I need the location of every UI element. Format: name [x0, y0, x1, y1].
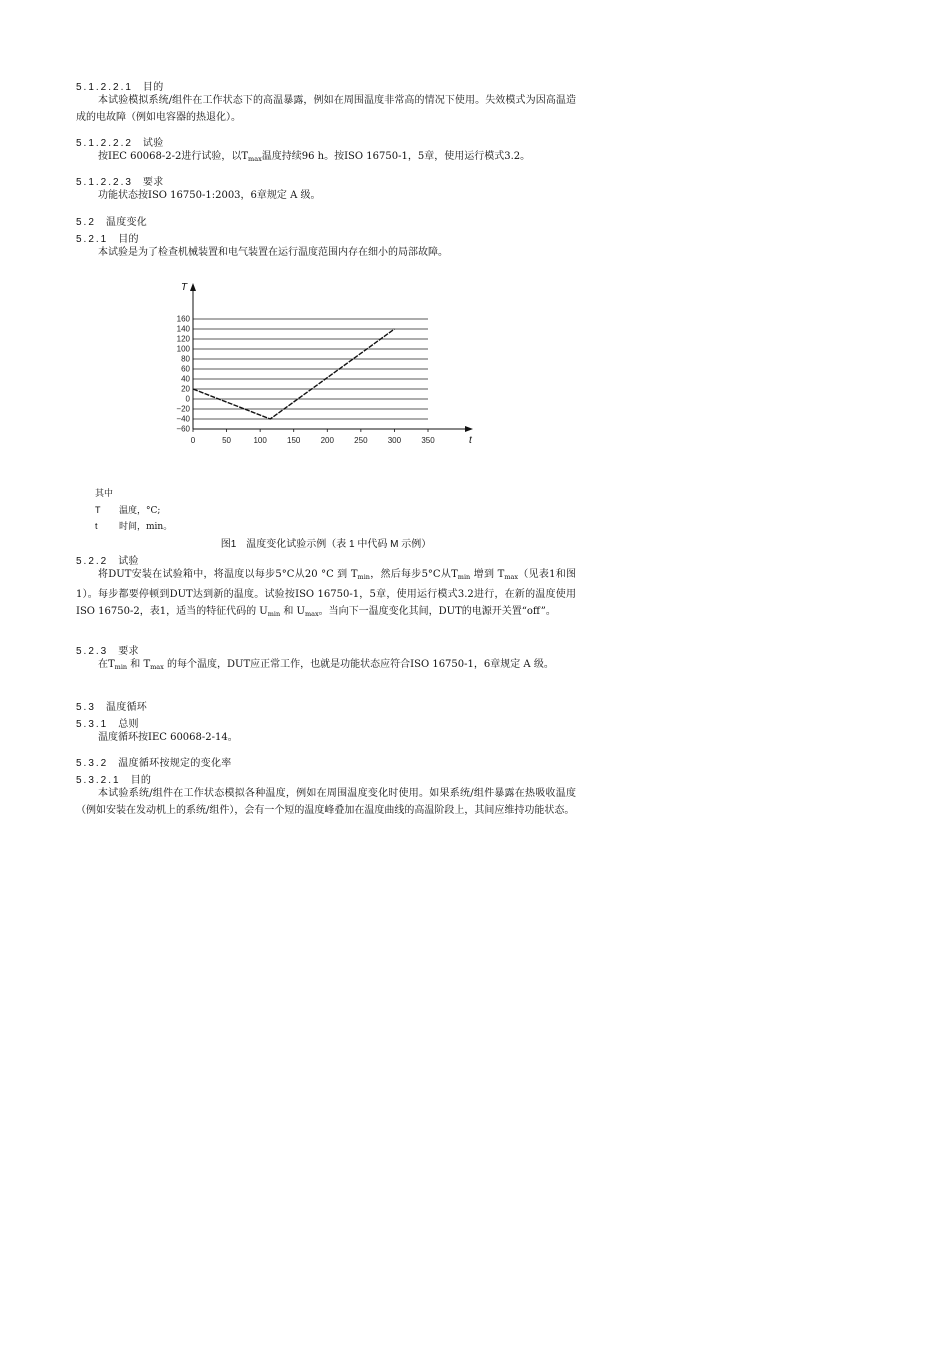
heading-5-2: 5.2 温度变化 [76, 217, 148, 228]
legend-intro: 其中 [95, 489, 114, 499]
y-tick-label: −60 [176, 424, 190, 434]
heading-5-2-1: 5.2.1 目的 [76, 234, 139, 245]
y-tick-label: 20 [181, 384, 190, 394]
x-tick-label: 50 [222, 436, 232, 445]
x-axis-label: t [469, 435, 472, 446]
legend-item-temperature: T 温度，°C; [95, 505, 161, 516]
paragraph-high-temp-purpose: 本试验模拟系统/组件在工作状态下的高温暴露，例如在周围温度非常高的情况下使用。失效模式为因高温造成的电故障（例如电容器的热退化）。 [76, 95, 576, 123]
y-tick-label: 160 [176, 314, 190, 324]
y-tick-label: 120 [176, 334, 190, 344]
heading-5-3: 5.3 温度循环 [76, 702, 148, 713]
series-line [193, 329, 394, 419]
heading-5-3-1: 5.3.1 总则 [76, 719, 139, 730]
y-tick-label: −40 [176, 414, 190, 424]
y-tick-label: 80 [181, 354, 190, 364]
x-axis-arrow [465, 426, 473, 432]
paragraph-temp-cycle-general: 温度循环按IEC 60068-2-14。 [98, 732, 238, 743]
y-axis-arrow [190, 283, 196, 291]
x-tick-label: 150 [287, 436, 301, 445]
paragraph-temp-change-test: 将DUT安装在试验箱中，将温度以每步5°C从20 °C 到 $T_{min}$，然后每步5°C从$T_{min}$ 增到 $T_{max}$（见表1和图1）。每步都要停顿到DUT达到新的温度。试验按ISO 16750-1，5章，使用运行模式3.2进行，在新的温度使用ISO 16750-2，表1，适当的特征代码的 $U_{min}$ 和 $U_{max}$。当向下一温度变化其间，DUT的电源开关置“off”。 [76, 569, 576, 618]
y-tick-label: −20 [176, 404, 190, 414]
y-tick-label: 40 [181, 374, 190, 384]
x-tick-label: 0 [190, 436, 196, 445]
heading-5-1-2-2-2: 5.1.2.2.2 试验 [76, 138, 164, 149]
paragraph-high-temp-requirement: 功能状态按ISO 16750-1:2003，6章规定 A 级。 [98, 190, 321, 201]
legend-item-time: t 时间，min。 [95, 521, 173, 532]
x-tick-label: 200 [320, 436, 334, 445]
paragraph-temp-change-purpose: 本试验是为了检查机械装置和电气装置在运行温度范围内存在细小的局部故障。 [98, 247, 448, 258]
y-axis-label: T [181, 282, 188, 293]
paragraph-high-temp-test: 按IEC 60068-2-2进行试验，以$T_{max}$温度持续96 h。按ISO 16750-1，5章，使用运行模式3.2。 [98, 151, 531, 163]
x-tick-label: 250 [354, 436, 368, 445]
heading-5-3-2-1: 5.3.2.1 目的 [76, 775, 152, 786]
heading-5-2-2: 5.2.2 试验 [76, 556, 139, 567]
heading-5-1-2-2-1: 5.1.2.2.1 目的 [76, 82, 164, 93]
x-tick-label: 350 [421, 436, 435, 445]
heading-5-2-3: 5.2.3 要求 [76, 646, 139, 657]
x-tick-label: 100 [253, 436, 267, 445]
heading-5-3-2: 5.3.2 温度循环按规定的变化率 [76, 758, 232, 769]
x-tick-label: 300 [387, 436, 402, 445]
paragraph-temp-cycle-purpose: 本试验系统/组件在工作状态模拟各种温度，例如在周围温度变化时使用。如果系统/组件暴露在热吸收温度（例如安装在发动机上的系统/组件），会有一个短的温度峰叠加在温度曲线的高温阶段上，其间应维持功能状态。 [76, 788, 576, 816]
y-tick-label: 0 [185, 394, 190, 404]
heading-5-1-2-2-3: 5.1.2.2.3 要求 [76, 177, 164, 188]
temperature-change-chart [165, 275, 495, 465]
y-tick-label: 140 [176, 324, 190, 334]
y-tick-label: 60 [181, 364, 190, 374]
paragraph-temp-change-requirement: 在$T_{min}$ 和 $T_{max}$ 的每个温度，DUT应正常工作，也就是功能状态应符合ISO 16750-1，6章规定 A 级。 [98, 659, 554, 671]
y-tick-label: 100 [176, 344, 190, 354]
figure-caption: 图1 温度变化试验示例（表 1 中代码 M 示例） [220, 539, 432, 550]
